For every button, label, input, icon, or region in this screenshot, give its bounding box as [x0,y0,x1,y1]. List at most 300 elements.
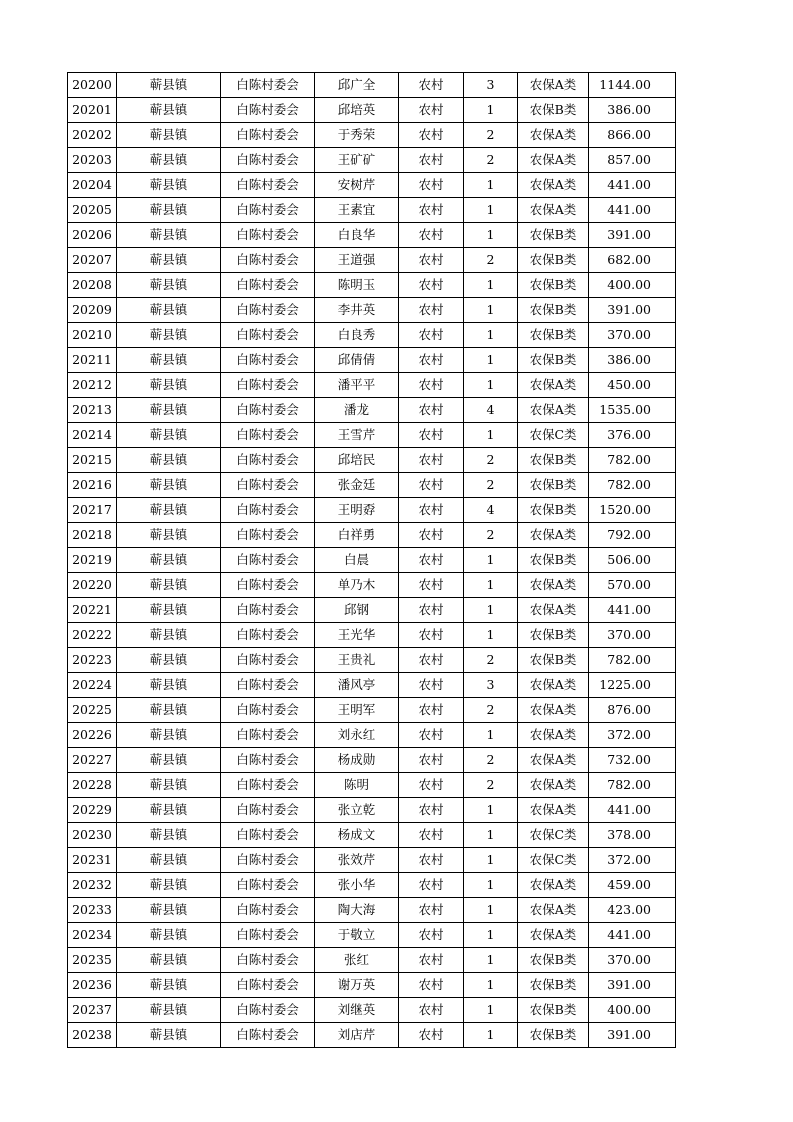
cell-village-committee: 白陈村委会 [221,648,315,673]
cell-town: 蕲县镇 [117,823,221,848]
cell-household-count: 1 [464,373,518,398]
cell-village-committee: 白陈村委会 [221,198,315,223]
cell-amount: 1520.00 [589,498,676,523]
cell-household-count: 3 [464,73,518,98]
cell-town: 蕲县镇 [117,173,221,198]
table-row [68,273,676,298]
cell-person-name: 陈明玉 [315,273,399,298]
cell-insurance-category: 农保A类 [518,373,589,398]
cell-household-count: 2 [464,698,518,723]
cell-village-committee: 白陈村委会 [221,348,315,373]
table-row [68,548,676,573]
cell-village-committee: 白陈村委会 [221,1023,315,1048]
cell-village-committee: 白陈村委会 [221,798,315,823]
cell-household-count: 1 [464,973,518,998]
cell-insurance-category: 农保A类 [518,173,589,198]
cell-town: 蕲县镇 [117,548,221,573]
table-row [68,598,676,623]
cell-insurance-category: 农保B类 [518,1023,589,1048]
cell-household-count: 1 [464,823,518,848]
cell-town: 蕲县镇 [117,398,221,423]
cell-insurance-category: 农保B类 [518,948,589,973]
cell-insurance-category: 农保B类 [518,548,589,573]
cell-amount: 782.00 [589,448,676,473]
cell-household-count: 1 [464,573,518,598]
cell-area-type: 农村 [399,173,464,198]
cell-record-id: 20208 [68,273,117,298]
cell-village-committee: 白陈村委会 [221,848,315,873]
cell-insurance-category: 农保B类 [518,998,589,1023]
cell-household-count: 2 [464,773,518,798]
cell-person-name: 白祥勇 [315,523,399,548]
cell-town: 蕲县镇 [117,498,221,523]
cell-person-name: 刘店芹 [315,1023,399,1048]
cell-person-name: 杨成勋 [315,748,399,773]
cell-person-name: 王雪芹 [315,423,399,448]
cell-insurance-category: 农保B类 [518,973,589,998]
cell-area-type: 农村 [399,348,464,373]
cell-area-type: 农村 [399,398,464,423]
cell-village-committee: 白陈村委会 [221,373,315,398]
cell-household-count: 2 [464,248,518,273]
cell-household-count: 2 [464,748,518,773]
cell-village-committee: 白陈村委会 [221,998,315,1023]
cell-amount: 372.00 [589,848,676,873]
cell-area-type: 农村 [399,973,464,998]
table-row [68,998,676,1023]
cell-village-committee: 白陈村委会 [221,398,315,423]
cell-insurance-category: 农保A类 [518,873,589,898]
cell-amount: 682.00 [589,248,676,273]
cell-person-name: 单乃木 [315,573,399,598]
table-row [68,898,676,923]
cell-area-type: 农村 [399,798,464,823]
cell-person-name: 李井英 [315,298,399,323]
cell-insurance-category: 农保B类 [518,223,589,248]
cell-household-count: 1 [464,598,518,623]
cell-record-id: 20204 [68,173,117,198]
cell-insurance-category: 农保B类 [518,498,589,523]
roster-body [68,73,676,1048]
cell-household-count: 1 [464,273,518,298]
cell-household-count: 1 [464,298,518,323]
cell-household-count: 4 [464,498,518,523]
cell-insurance-category: 农保B类 [518,273,589,298]
cell-village-committee: 白陈村委会 [221,573,315,598]
cell-town: 蕲县镇 [117,973,221,998]
cell-amount: 732.00 [589,748,676,773]
table-row [68,98,676,123]
cell-record-id: 20222 [68,623,117,648]
table-row [68,823,676,848]
cell-insurance-category: 农保B类 [518,348,589,373]
cell-area-type: 农村 [399,448,464,473]
cell-amount: 866.00 [589,123,676,148]
cell-village-committee: 白陈村委会 [221,73,315,98]
cell-amount: 370.00 [589,623,676,648]
cell-household-count: 1 [464,723,518,748]
cell-record-id: 20225 [68,698,117,723]
cell-person-name: 刘永红 [315,723,399,748]
cell-area-type: 农村 [399,223,464,248]
cell-amount: 386.00 [589,348,676,373]
cell-village-committee: 白陈村委会 [221,773,315,798]
cell-area-type: 农村 [399,948,464,973]
table-row [68,723,676,748]
cell-record-id: 20228 [68,773,117,798]
cell-area-type: 农村 [399,298,464,323]
cell-record-id: 20231 [68,848,117,873]
cell-area-type: 农村 [399,748,464,773]
cell-town: 蕲县镇 [117,98,221,123]
table-row [68,873,676,898]
cell-amount: 441.00 [589,923,676,948]
cell-household-count: 2 [464,523,518,548]
cell-insurance-category: 农保A类 [518,523,589,548]
cell-insurance-category: 农保A类 [518,723,589,748]
cell-insurance-category: 农保C类 [518,423,589,448]
cell-area-type: 农村 [399,573,464,598]
cell-household-count: 1 [464,623,518,648]
cell-amount: 370.00 [589,323,676,348]
cell-person-name: 张金廷 [315,473,399,498]
cell-village-committee: 白陈村委会 [221,623,315,648]
cell-area-type: 农村 [399,148,464,173]
cell-town: 蕲县镇 [117,248,221,273]
cell-town: 蕲县镇 [117,1023,221,1048]
cell-person-name: 王明孬 [315,498,399,523]
cell-insurance-category: 农保B类 [518,248,589,273]
cell-town: 蕲县镇 [117,223,221,248]
table-row [68,923,676,948]
cell-village-committee: 白陈村委会 [221,423,315,448]
table-row [68,523,676,548]
cell-area-type: 农村 [399,773,464,798]
cell-person-name: 王贵礼 [315,648,399,673]
cell-village-committee: 白陈村委会 [221,448,315,473]
cell-area-type: 农村 [399,598,464,623]
cell-town: 蕲县镇 [117,998,221,1023]
cell-village-committee: 白陈村委会 [221,698,315,723]
cell-person-name: 陶大海 [315,898,399,923]
cell-record-id: 20210 [68,323,117,348]
cell-record-id: 20202 [68,123,117,148]
cell-town: 蕲县镇 [117,448,221,473]
cell-insurance-category: 农保A类 [518,73,589,98]
cell-person-name: 白良秀 [315,323,399,348]
cell-village-committee: 白陈村委会 [221,873,315,898]
cell-person-name: 白晨 [315,548,399,573]
cell-village-committee: 白陈村委会 [221,148,315,173]
cell-insurance-category: 农保A类 [518,698,589,723]
cell-town: 蕲县镇 [117,198,221,223]
cell-amount: 1225.00 [589,673,676,698]
cell-town: 蕲县镇 [117,648,221,673]
cell-town: 蕲县镇 [117,273,221,298]
cell-amount: 506.00 [589,548,676,573]
cell-town: 蕲县镇 [117,723,221,748]
cell-area-type: 农村 [399,73,464,98]
cell-amount: 391.00 [589,1023,676,1048]
cell-town: 蕲县镇 [117,673,221,698]
cell-village-committee: 白陈村委会 [221,673,315,698]
cell-town: 蕲县镇 [117,698,221,723]
cell-record-id: 20223 [68,648,117,673]
cell-village-committee: 白陈村委会 [221,523,315,548]
cell-record-id: 20227 [68,748,117,773]
cell-person-name: 邱钢 [315,598,399,623]
table-row [68,773,676,798]
cell-amount: 876.00 [589,698,676,723]
cell-amount: 782.00 [589,773,676,798]
cell-area-type: 农村 [399,648,464,673]
table-row [68,798,676,823]
cell-household-count: 2 [464,123,518,148]
cell-household-count: 2 [464,148,518,173]
cell-area-type: 农村 [399,698,464,723]
cell-town: 蕲县镇 [117,323,221,348]
cell-area-type: 农村 [399,623,464,648]
cell-household-count: 1 [464,898,518,923]
table-row [68,448,676,473]
cell-area-type: 农村 [399,423,464,448]
cell-person-name: 王道强 [315,248,399,273]
cell-town: 蕲县镇 [117,123,221,148]
cell-household-count: 2 [464,473,518,498]
cell-area-type: 农村 [399,548,464,573]
table-row [68,323,676,348]
cell-record-id: 20215 [68,448,117,473]
cell-area-type: 农村 [399,498,464,523]
cell-household-count: 1 [464,948,518,973]
cell-record-id: 20216 [68,473,117,498]
cell-household-count: 1 [464,998,518,1023]
cell-insurance-category: 农保A类 [518,148,589,173]
cell-insurance-category: 农保A类 [518,573,589,598]
cell-village-committee: 白陈村委会 [221,323,315,348]
cell-insurance-category: 农保B类 [518,98,589,123]
cell-village-committee: 白陈村委会 [221,823,315,848]
table-row [68,748,676,773]
cell-area-type: 农村 [399,248,464,273]
cell-person-name: 潘平平 [315,373,399,398]
cell-insurance-category: 农保A类 [518,123,589,148]
cell-town: 蕲县镇 [117,348,221,373]
cell-household-count: 1 [464,173,518,198]
table-row [68,473,676,498]
table-row [68,698,676,723]
cell-insurance-category: 农保A类 [518,898,589,923]
cell-record-id: 20230 [68,823,117,848]
cell-insurance-category: 农保A类 [518,198,589,223]
cell-town: 蕲县镇 [117,423,221,448]
table-row [68,373,676,398]
cell-village-committee: 白陈村委会 [221,598,315,623]
table-row [68,223,676,248]
table-row [68,248,676,273]
table-row [68,623,676,648]
table-row [68,973,676,998]
cell-household-count: 1 [464,548,518,573]
cell-town: 蕲县镇 [117,523,221,548]
cell-record-id: 20235 [68,948,117,973]
cell-area-type: 农村 [399,998,464,1023]
cell-person-name: 谢万英 [315,973,399,998]
cell-insurance-category: 农保B类 [518,448,589,473]
cell-record-id: 20212 [68,373,117,398]
cell-amount: 391.00 [589,298,676,323]
table-row [68,298,676,323]
cell-amount: 400.00 [589,998,676,1023]
table-row [68,948,676,973]
cell-record-id: 20221 [68,598,117,623]
cell-town: 蕲县镇 [117,848,221,873]
cell-village-committee: 白陈村委会 [221,273,315,298]
cell-record-id: 20206 [68,223,117,248]
cell-village-committee: 白陈村委会 [221,548,315,573]
cell-area-type: 农村 [399,873,464,898]
cell-household-count: 1 [464,1023,518,1048]
table-row [68,123,676,148]
cell-insurance-category: 农保B类 [518,323,589,348]
table-row [68,848,676,873]
cell-area-type: 农村 [399,723,464,748]
cell-area-type: 农村 [399,923,464,948]
table-row [68,73,676,98]
cell-insurance-category: 农保B类 [518,298,589,323]
cell-town: 蕲县镇 [117,923,221,948]
cell-record-id: 20233 [68,898,117,923]
table-row [68,148,676,173]
cell-amount: 570.00 [589,573,676,598]
cell-household-count: 1 [464,323,518,348]
cell-person-name: 王矿矿 [315,148,399,173]
table-row [68,398,676,423]
cell-amount: 441.00 [589,198,676,223]
table-row [68,648,676,673]
cell-person-name: 王素宜 [315,198,399,223]
cell-record-id: 20214 [68,423,117,448]
cell-amount: 391.00 [589,223,676,248]
cell-household-count: 1 [464,98,518,123]
cell-person-name: 邱培英 [315,98,399,123]
cell-village-committee: 白陈村委会 [221,973,315,998]
cell-record-id: 20213 [68,398,117,423]
cell-household-count: 1 [464,423,518,448]
cell-household-count: 4 [464,398,518,423]
cell-town: 蕲县镇 [117,573,221,598]
cell-person-name: 潘龙 [315,398,399,423]
cell-town: 蕲县镇 [117,873,221,898]
cell-town: 蕲县镇 [117,73,221,98]
table-row [68,423,676,448]
cell-household-count: 1 [464,848,518,873]
cell-village-committee: 白陈村委会 [221,298,315,323]
cell-person-name: 张效芹 [315,848,399,873]
cell-amount: 423.00 [589,898,676,923]
cell-area-type: 农村 [399,848,464,873]
cell-amount: 370.00 [589,948,676,973]
cell-record-id: 20232 [68,873,117,898]
cell-household-count: 2 [464,448,518,473]
cell-area-type: 农村 [399,373,464,398]
table-row [68,1023,676,1048]
cell-household-count: 2 [464,648,518,673]
cell-household-count: 1 [464,873,518,898]
cell-insurance-category: 农保A类 [518,923,589,948]
cell-village-committee: 白陈村委会 [221,223,315,248]
cell-person-name: 白良华 [315,223,399,248]
cell-village-committee: 白陈村委会 [221,123,315,148]
cell-village-committee: 白陈村委会 [221,898,315,923]
cell-person-name: 安树芹 [315,173,399,198]
cell-town: 蕲县镇 [117,623,221,648]
cell-record-id: 20207 [68,248,117,273]
cell-record-id: 20211 [68,348,117,373]
table-row [68,673,676,698]
cell-town: 蕲县镇 [117,773,221,798]
cell-amount: 441.00 [589,598,676,623]
cell-record-id: 20201 [68,98,117,123]
cell-amount: 1535.00 [589,398,676,423]
cell-record-id: 20229 [68,798,117,823]
cell-record-id: 20205 [68,198,117,223]
cell-insurance-category: 农保A类 [518,748,589,773]
cell-area-type: 农村 [399,473,464,498]
cell-household-count: 1 [464,198,518,223]
cell-person-name: 邱广全 [315,73,399,98]
cell-record-id: 20236 [68,973,117,998]
cell-area-type: 农村 [399,323,464,348]
cell-household-count: 1 [464,348,518,373]
cell-household-count: 3 [464,673,518,698]
cell-insurance-category: 农保A类 [518,798,589,823]
cell-amount: 372.00 [589,723,676,748]
cell-town: 蕲县镇 [117,598,221,623]
table-row [68,573,676,598]
cell-insurance-category: 农保A类 [518,673,589,698]
cell-amount: 386.00 [589,98,676,123]
table-row [68,173,676,198]
cell-area-type: 农村 [399,1023,464,1048]
cell-record-id: 20200 [68,73,117,98]
cell-person-name: 潘风亭 [315,673,399,698]
cell-person-name: 邱倩倩 [315,348,399,373]
cell-person-name: 张立乾 [315,798,399,823]
cell-village-committee: 白陈村委会 [221,173,315,198]
cell-insurance-category: 农保B类 [518,648,589,673]
cell-town: 蕲县镇 [117,373,221,398]
cell-amount: 782.00 [589,473,676,498]
cell-record-id: 20226 [68,723,117,748]
cell-person-name: 于秀荣 [315,123,399,148]
cell-person-name: 张小华 [315,873,399,898]
cell-record-id: 20224 [68,673,117,698]
cell-household-count: 1 [464,798,518,823]
cell-village-committee: 白陈村委会 [221,948,315,973]
cell-village-committee: 白陈村委会 [221,473,315,498]
cell-person-name: 邱培民 [315,448,399,473]
cell-insurance-category: 农保C类 [518,823,589,848]
cell-town: 蕲县镇 [117,473,221,498]
cell-record-id: 20203 [68,148,117,173]
cell-amount: 1144.00 [589,73,676,98]
cell-village-committee: 白陈村委会 [221,248,315,273]
cell-area-type: 农村 [399,198,464,223]
cell-record-id: 20237 [68,998,117,1023]
cell-record-id: 20234 [68,923,117,948]
cell-amount: 441.00 [589,173,676,198]
